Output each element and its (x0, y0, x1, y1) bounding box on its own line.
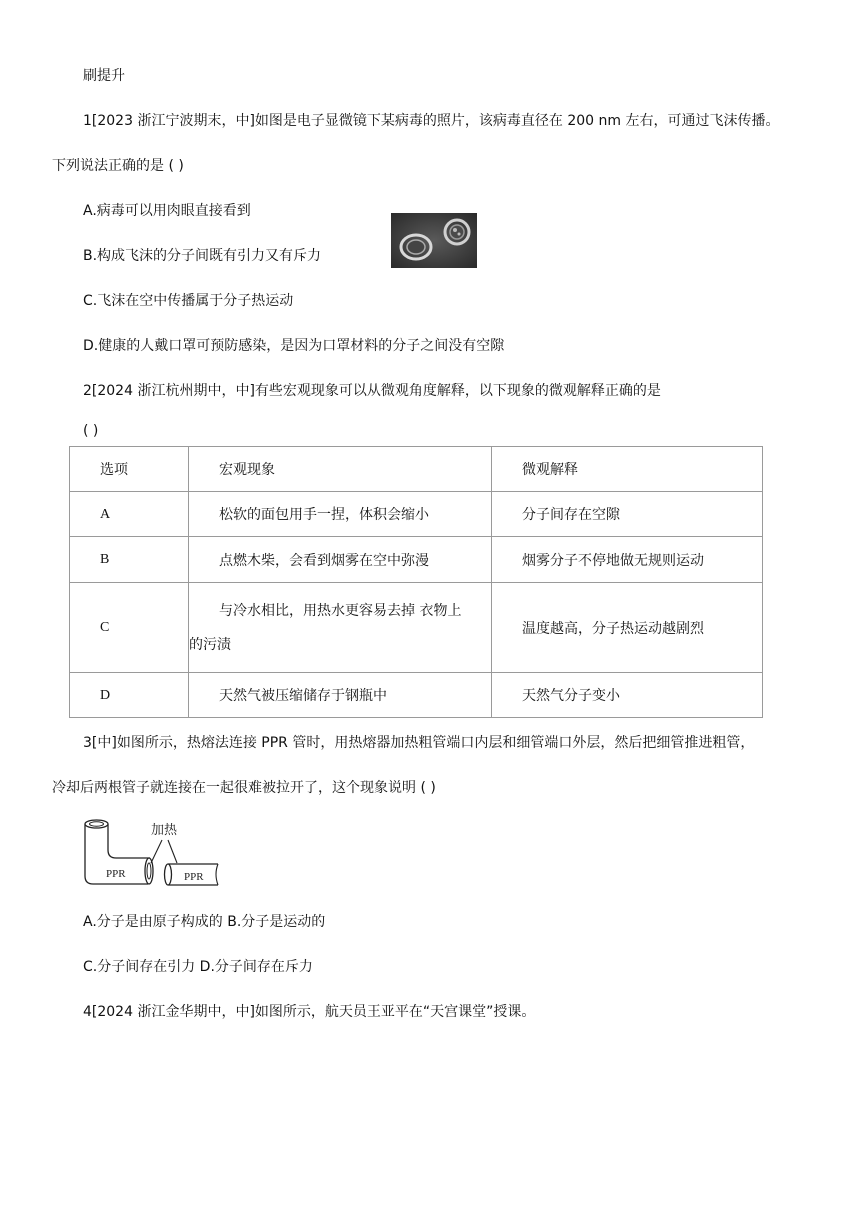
q1-option-a: A.病毒可以用肉眼直接看到 (83, 203, 251, 219)
q3-stem-line2: 冷却后两根管子就连接在一起很难被拉开了，这个现象说明 ( ) (52, 780, 436, 796)
table-header-micro: 微观解释 (492, 447, 763, 492)
q1-stem-line2: 下列说法正确的是 ( ) (52, 158, 184, 174)
pipe-label-thick: PPR (106, 868, 126, 880)
row-a-option (70, 492, 189, 537)
row-d-micro: 天然气分子变小 (492, 673, 763, 718)
q1-option-d: D.健康的人戴口罩可预防感染，是因为口罩材料的分子之间没有空隙 (83, 338, 505, 354)
row-d-option (70, 673, 189, 718)
pipe-label-thin: PPR (184, 871, 204, 883)
row-a-option-text: A (100, 506, 111, 522)
table-header-option: 选项 (70, 447, 189, 492)
table-header-row (70, 447, 763, 492)
q1-option-c: C.飞沫在空中传播属于分子热运动 (83, 293, 294, 309)
table-row (70, 583, 763, 673)
table-header-macro-text: 宏观现象 (219, 462, 275, 478)
row-d-macro-text: 天然气被压缩储存于钢瓶中 (219, 688, 387, 704)
heat-label: 加热 (151, 823, 178, 838)
section-title: 刷提升 (83, 68, 125, 84)
row-b-option-text: B (100, 552, 110, 567)
q3-options-row1: A.分子是由原子构成的 B.分子是运动的 (83, 914, 326, 930)
row-c-macro (189, 583, 492, 673)
table-row (70, 537, 763, 583)
q1-stem-line1: 1[2023 浙江宁波期末，中]如图是电子显微镜下某病毒的照片，该病毒直径在 200 nm 左右，可通过飞沫传播。 (83, 113, 780, 129)
row-c-option (70, 583, 189, 673)
row-b-option (70, 537, 189, 583)
virus-micrograph (391, 213, 477, 268)
row-a-macro-text: 松软的面包用手一捏，体积会缩小 (219, 507, 429, 523)
table-header-macro (189, 447, 492, 492)
row-c-macro-line2: 的污渍 (189, 636, 231, 653)
row-b-macro-text: 点燃木柴，会看到烟雾在空中弥漫 (219, 552, 429, 569)
row-c-micro: 温度越高，分子热运动越剧烈 (492, 583, 763, 673)
table-row (70, 492, 763, 537)
row-d-macro (189, 673, 492, 718)
row-b-micro: 烟雾分子不停地做无规则运动 (492, 537, 763, 583)
q2-stem-line2: ( ) (83, 423, 99, 439)
ppr-pipe-figure (80, 816, 225, 888)
row-a-macro (189, 492, 492, 537)
q4-stem-line1: 4[2024 浙江金华期中，中]如图所示，航天员王亚平在“天宫课堂”授课。 (83, 1004, 536, 1020)
row-a-micro: 分子间存在空隙 (492, 492, 763, 537)
q2-table (69, 446, 763, 718)
q2-stem-line1: 2[2024 浙江杭州期中，中]有些宏观现象可以从微观角度解释，以下现象的微观解释正确的是 (83, 383, 661, 399)
table-row (70, 673, 763, 718)
row-d-option-text: D (100, 687, 111, 703)
q3-options-row2: C.分子间存在引力 D.分子间存在斥力 (83, 959, 313, 975)
row-b-macro (189, 537, 492, 583)
q1-option-b: B.构成飞沫的分子间既有引力又有斥力 (83, 248, 322, 264)
row-c-macro-line1: 与冷水相比，用热水更容易去掉 衣物上 (219, 602, 462, 619)
q3-stem-line1: 3[中]如图所示，热熔法连接 PPR 管时，用热熔器加热粗管端口内层和细管端口外层，然后把细管推进粗管， (83, 735, 755, 751)
row-c-option-text: C (100, 620, 110, 635)
